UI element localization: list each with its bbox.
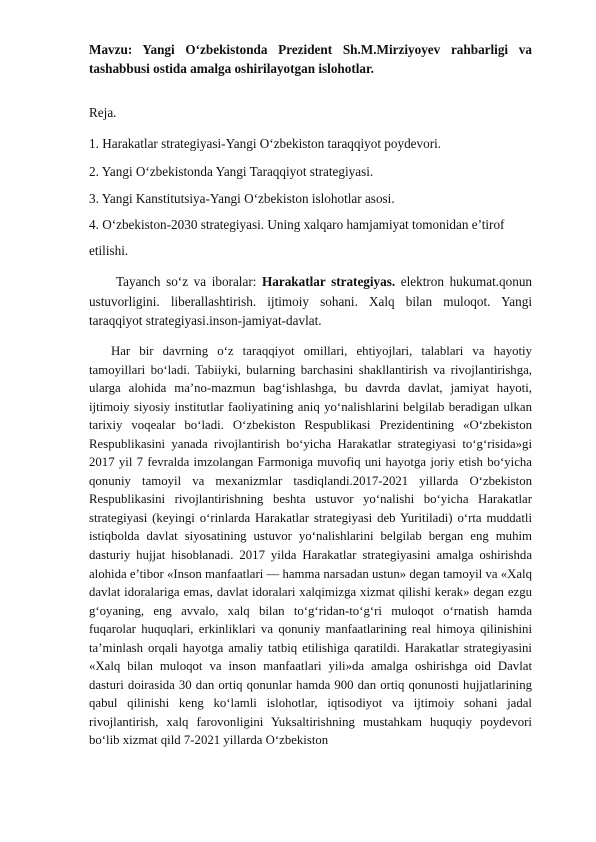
plan-item-4-continued: etilishi. — [89, 243, 129, 258]
plan-item-1: 1. Harakatlar strategiyasi-Yangi O‘zbekiston taraqqiyot poydevori. — [89, 136, 442, 151]
plan-item-3: 3. Yangi Kanstitutsiya-Yangi O‘zbekiston islohotlar asosi. — [89, 191, 395, 206]
keywords-label: Tayanch so‘z va iboralar: — [116, 274, 257, 289]
plan-item-2: 2. Yangi O‘zbekistonda Yangi Taraqqiyot strategiyasi. — [89, 164, 374, 179]
document-title: Mavzu: Yangi O‘zbekistonda Prezident Sh.M.Mirziyoyev rahbarligi va tashabbusi ostida amalga oshirilayotgan islohotlar. — [89, 42, 532, 76]
plan-heading: Reja. — [89, 105, 117, 120]
keywords-bold-term: Harakatlar strategiyas. — [261, 274, 396, 289]
body-paragraph: Har bir davrning o‘z taraqqiyot omillari, ehtiyojlari, talablari va hayotiy tamoyillari bo‘ladi. Tabiiyki, bularning barchasini shakllantirish va rivojlantirishga, ularga alohida ma’no-mazmun bag‘ishlashga, bu davrda davlat, jamiyat hayoti, ijtimoiy siyosiy institutlar faoliyatining aniq yo‘nalishlarini belgilab beradigan ulkan tarixiy voqealar bo‘ladi. O‘zbekiston Respublikasi Prezidentining «O‘zbekiston Respublikasini yanada rivojlantirish bo‘yicha Harakatlar strategiyasi to‘g‘risida»gi 2017 yil 7 fevralda imzolangan Farmoniga muvofiq uni hayotga joriy etish bo‘yicha qonuniy tamoyil va mexanizmlar tasdiqlandi.2017-2021 yillarda O‘zbekiston Respublikasini rivojlantirishning beshta ustuvor yo‘nalishi bo‘yicha Harakatlar strategiyasi (keyingi o‘rinlarda Harakatlar strategiyasi deb Yuritiladi) o‘rta muddatli istiqbolda davlat siyosatining ustuvor yo‘nalishlarini belgilab bergan eng muhim dasturiy hujjat hisoblanadi. 2017 yilda Harakatlar strategiyasini amalga oshirishda alohida e’tibor «Inson manfaatlari — hamma narsadan ustun» degan tamoyil va «Xalq davlat idoralariga emas, davlat idoralari xalqimizga xizmat qilishi kerak» degan ezgu g‘oyaning, eng avvalo, xalq bilan to‘g‘ridan-to‘g‘ri muloqot o‘rnatish hamda fuqarolar huquqlari, erkinliklari va qonuniy manfaatlarining real himoya qilinishini ta’minlash orqali hayotga amaliy tatbiq etilishiga qaratildi. Harakatlar strategiyasini «Xalq bilan muloqot va inson manfaatlari yili»da amalga oshirishga oid Davlat dasturi doirasida 30 dan ortiq qonunlar hamda 900 dan ortiq qonunosti hujjatlarining qabul qilinishi keng ko‘lamli islohotlar, iqtisodiyot va ijtimoiy sohani jadal rivojlantirish, xalq farovonligini Yuksaltirishning mustahkam huquqiy poydevori bo‘lib xizmat qild 7-2021 yillarda O‘zbekiston — [89, 344, 532, 748]
keywords-paragraph — [89, 272, 532, 331]
keywords-list: elektron hukumat.qonun ustuvorligini. liberallashtirish. ijtimoiy sohani. Xalq bilan muloqot. Yangi taraqqiyot strategiyasi.inson-jamiyat-davlat. — [89, 274, 533, 328]
plan-item-4: 4. O‘zbekiston-2030 strategiyasi. Uning xalqaro hamjamiyat tomonidan e’tirof — [89, 217, 505, 232]
